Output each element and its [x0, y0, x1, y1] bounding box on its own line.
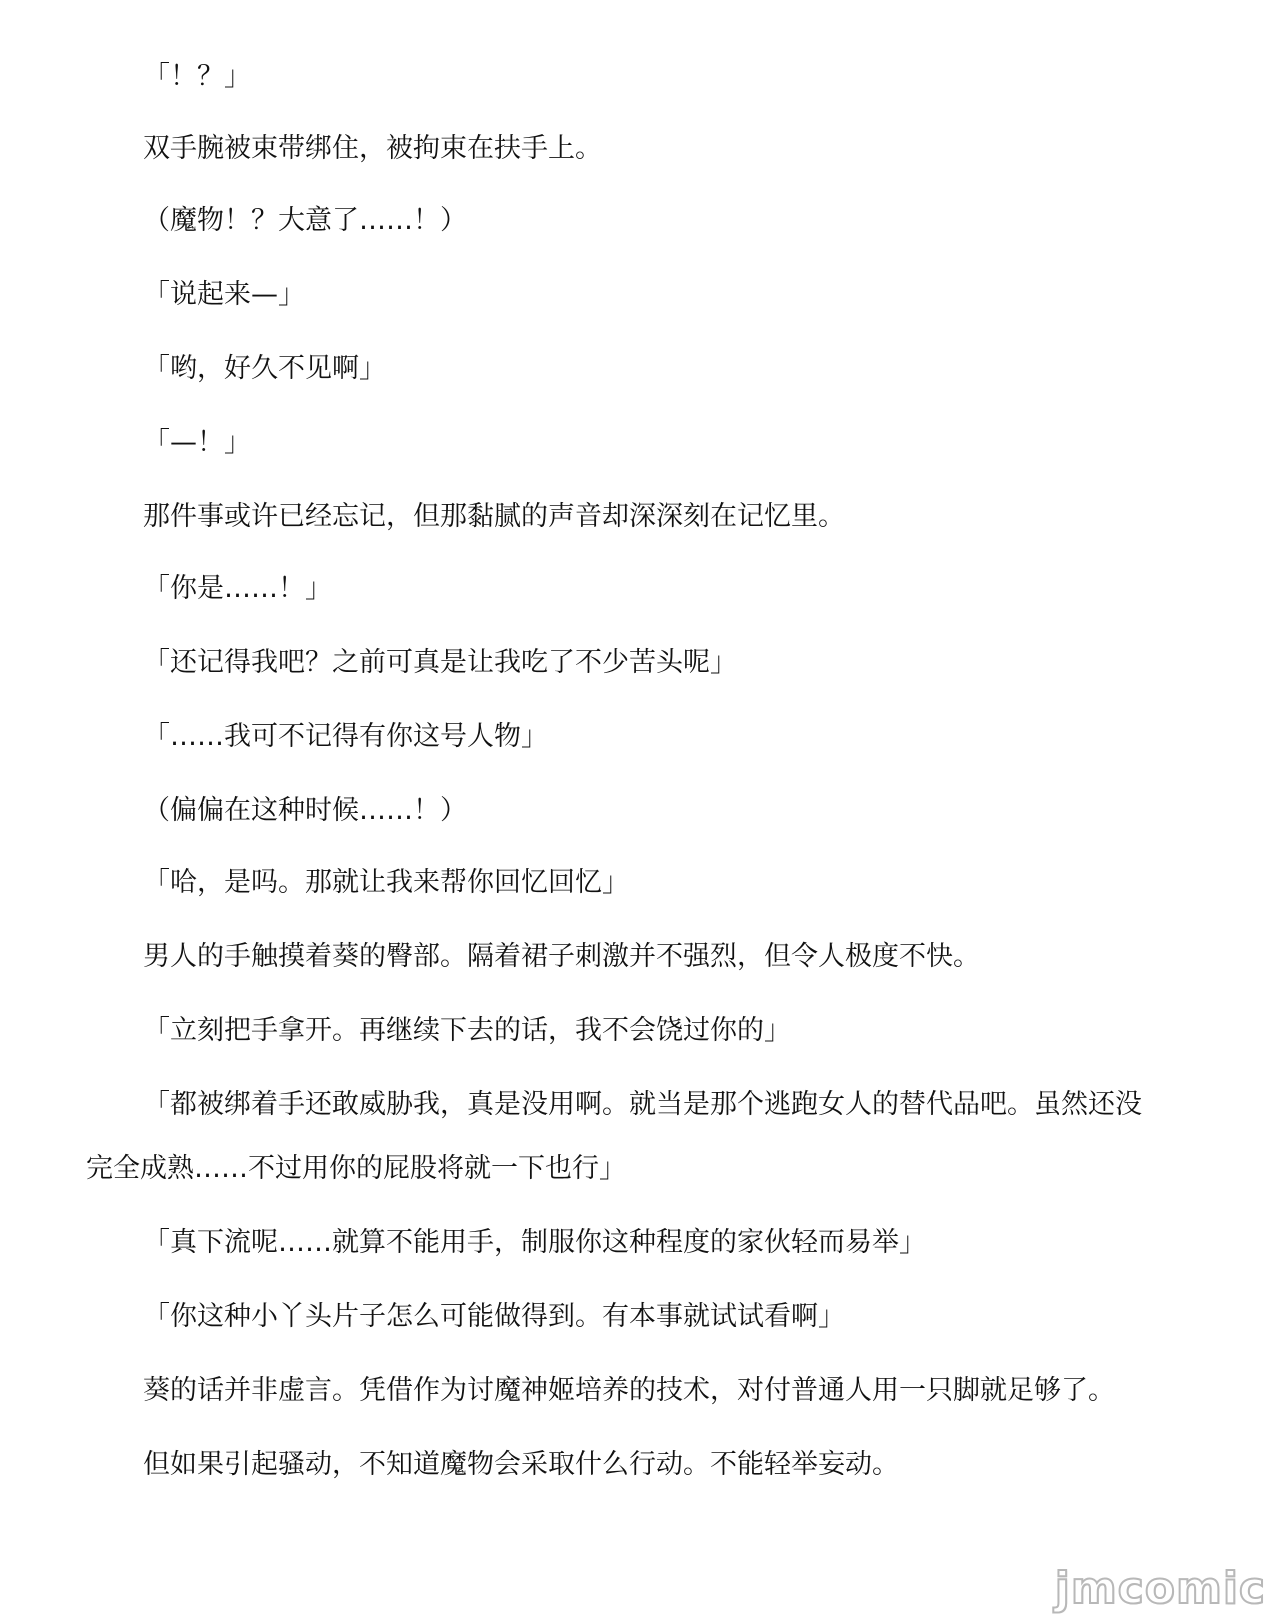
text-line: （偏偏在这种时候……！）	[143, 795, 467, 826]
text-line: 「说起来—」	[143, 279, 305, 310]
watermark-logo: jmcomic	[1054, 1563, 1266, 1614]
text-line: 那件事或许已经忘记，但那黏腻的声音却深深刻在记忆里。	[143, 501, 845, 532]
text-line: （魔物！？大意了……！）	[143, 205, 467, 236]
text-line: 双手腕被束带绑住，被拘束在扶手上。	[143, 133, 602, 164]
text-line: 「都被绑着手还敢威胁我，真是没用啊。就当是那个逃跑女人的替代品吧。虽然还没	[143, 1089, 1142, 1120]
text-line: 「—！」	[143, 427, 251, 458]
text-line: 「哟，好久不见啊」	[143, 353, 386, 384]
text-line: 「真下流呢……就算不能用手，制服你这种程度的家伙轻而易举」	[143, 1227, 926, 1258]
text-line: 男人的手触摸着葵的臀部。隔着裙子刺激并不强烈，但令人极度不快。	[143, 941, 980, 972]
text-line: 「哈，是吗。那就让我来帮你回忆回忆」	[143, 867, 629, 898]
text-line: 「……我可不记得有你这号人物」	[143, 721, 548, 752]
text-line: 「你这种小丫头片子怎么可能做得到。有本事就试试看啊」	[143, 1301, 845, 1332]
text-line: 葵的话并非虚言。凭借作为讨魔神姬培养的技术，对付普通人用一只脚就足够了。	[143, 1375, 1115, 1406]
text-line: 「还记得我吧？之前可真是让我吃了不少苦头呢」	[143, 647, 737, 678]
text-line: 但如果引起骚动，不知道魔物会采取什么行动。不能轻举妄动。	[143, 1449, 899, 1480]
text-line: 「！？」	[143, 61, 251, 92]
text-line: 「你是……！」	[143, 573, 332, 604]
text-line: 完全成熟……不过用你的屁股将就一下也行」	[86, 1153, 626, 1184]
text-line: 「立刻把手拿开。再继续下去的话，我不会饶过你的」	[143, 1015, 791, 1046]
